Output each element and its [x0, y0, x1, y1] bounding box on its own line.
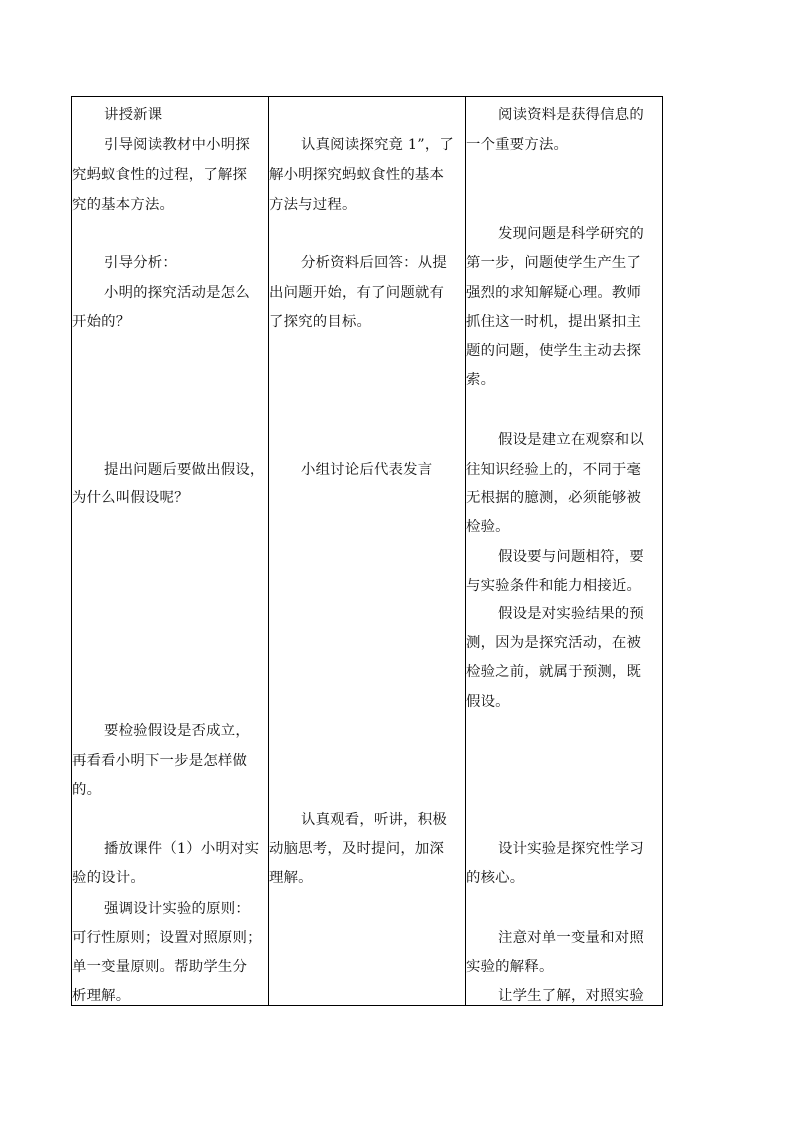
col3-line-3: 发现问题是科学研究的 — [498, 226, 644, 242]
col1-line-1: 讲授新课 — [104, 107, 163, 123]
col3-line-4: 第一步，问题使学生产生了 — [466, 255, 642, 271]
col3-line-15: 假设是对实验结果的预 — [498, 606, 644, 622]
col1-line-18: 析理解。 — [72, 988, 131, 1004]
col2-line-6: 了探究的目标。 — [269, 314, 372, 330]
col3-line-22: 实验的解释。 — [466, 959, 554, 975]
col3-line-13: 假设要与问题相符，要 — [498, 549, 644, 565]
col1-line-9: 为什么叫假设呢？ — [72, 490, 189, 506]
col2-line-2: 解小明探究蚂蚁食性的基本 — [269, 167, 445, 183]
col3-line-10: 往知识经验上的，不同于毫 — [466, 462, 642, 478]
col1-line-14: 验的设计。 — [72, 870, 145, 886]
col2-line-10: 理解。 — [269, 870, 313, 886]
col3-line-7: 题的问题，使学生主动去探 — [466, 343, 642, 359]
col3-line-8: 索。 — [466, 372, 496, 388]
col3-line-21: 注意对单一变量和对照 — [498, 930, 644, 946]
col1-line-12: 的。 — [72, 782, 102, 798]
col3-line-14: 与实验条件和能力相接近。 — [466, 578, 642, 594]
col1-line-3: 究蚂蚁食性的过程，了解探 — [72, 167, 248, 183]
col1-line-16: 可行性原则；设置对照原则； — [72, 930, 262, 946]
col1-line-4: 究的基本方法。 — [72, 197, 175, 213]
col2-line-4: 分析资料后回答：从提 — [301, 255, 447, 271]
col3-line-11: 无根据的臆测，必须能够被 — [466, 490, 642, 506]
col3-line-18: 假设。 — [466, 694, 510, 710]
col1-line-13: 播放课件（1）小明对实 — [104, 841, 260, 857]
col1-line-5: 引导分析： — [104, 255, 177, 271]
col2-line-1: 认真阅读探究竟 1”，了 — [301, 137, 455, 153]
col2-line-9: 动脑思考，及时提问，加深 — [269, 841, 445, 857]
column-divider-2 — [465, 97, 466, 1005]
col3-line-23: 让学生了解，对照实验 — [498, 988, 644, 1004]
col1-line-8: 提出问题后要做出假设， — [104, 462, 265, 478]
col3-line-5: 强烈的求知解疑心理。教师 — [466, 285, 642, 301]
col1-line-10: 要检验假设是否成立， — [104, 723, 250, 739]
col2-line-7: 小组讨论后代表发言 — [301, 462, 433, 478]
col3-line-20: 的核心。 — [466, 870, 525, 886]
column-divider-1 — [268, 97, 269, 1005]
col3-line-6: 抓住这一时机，提出紧扣主 — [466, 314, 642, 330]
col2-line-5: 出问题开始，有了问题就有 — [269, 285, 445, 301]
col3-line-12: 检验。 — [466, 519, 510, 535]
col3-line-19: 设计实验是探究性学习 — [498, 841, 644, 857]
col1-line-7: 开始的？ — [72, 314, 131, 330]
col1-line-2: 引导阅读教材中小明探 — [104, 137, 250, 153]
col3-line-17: 检验之前，就属于预测，既 — [466, 664, 642, 680]
col3-line-9: 假设是建立在观察和以 — [498, 432, 644, 448]
col1-line-11: 再看看小明下一步是怎样做 — [72, 753, 248, 769]
col3-line-2: 一个重要方法。 — [466, 137, 569, 153]
col1-line-6: 小明的探究活动是怎么 — [104, 285, 250, 301]
col2-line-8: 认真观看，听讲，积极 — [301, 812, 447, 828]
col3-line-16: 测，因为是探究活动，在被 — [466, 635, 642, 651]
col2-line-3: 方法与过程。 — [269, 197, 357, 213]
col1-line-17: 单一变量原则。帮助学生分 — [72, 959, 248, 975]
col3-line-1: 阅读资料是获得信息的 — [498, 107, 644, 123]
col1-line-15: 强调设计实验的原则： — [104, 901, 250, 917]
